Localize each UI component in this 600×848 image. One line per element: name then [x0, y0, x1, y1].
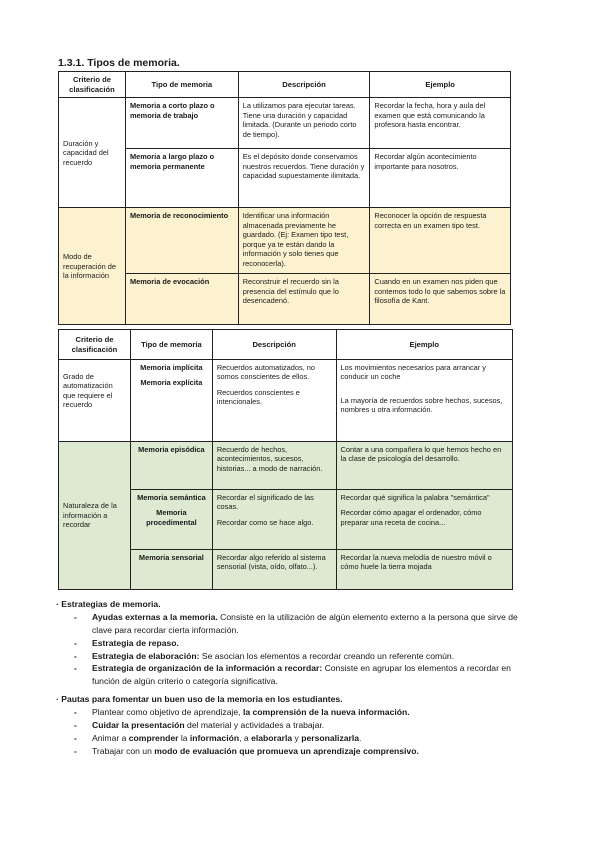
- description-procedural: Recordar como se hace algo.: [216, 517, 314, 527]
- description-implicit: Recuerdos automatizados, no somos conscientes de ellos.: [216, 363, 316, 382]
- table-row: [59, 208, 511, 274]
- type-cell: Memoria de evocación: [125, 274, 238, 325]
- header-criterion: Criterio de clasificación: [59, 330, 131, 360]
- type-cell: [130, 490, 212, 550]
- description-explicit: Recuerdos conscientes e intencionales.: [216, 387, 300, 407]
- list-item: - Plantear como objetivo de aprendizaje, la comprensión de la nueva información.: [74, 707, 410, 718]
- type-semantic: Memoria semántica: [137, 493, 206, 502]
- header-description: Descripción: [212, 330, 336, 360]
- example-semantic: Recordar qué significa la palabra "semántica": [340, 493, 490, 502]
- table-row: [59, 274, 511, 325]
- memory-types-table-2: [58, 329, 513, 590]
- header-example: Ejemplo: [370, 72, 511, 98]
- table-header-row: [59, 330, 513, 360]
- criterion-cell: Grado de automatización que requiere el recuerdo: [59, 360, 131, 442]
- table-row: [59, 98, 511, 149]
- table-row: [59, 360, 513, 442]
- example-cell: Cuando en un examen nos piden que contemos todo lo que sabemos sobre la filosofía de Kant.: [370, 274, 511, 325]
- section-title: 1.3.1. Tipos de memoria.: [58, 57, 180, 69]
- example-cell: Contar a una compañera lo que hemos hecho en la clase de psicología del desarrollo.: [336, 442, 512, 490]
- type-cell: Memoria de reconocimiento: [125, 208, 238, 274]
- example-cell: Recordar la fecha, hora y aula del examen que está comunicando la profesora hasta encontrar.: [370, 98, 511, 149]
- description-semantic: Recordar el significado de las cosas.: [216, 493, 314, 512]
- list-item: - Trabajar con un modo de evaluación que promueva un aprendizaje comprensivo.: [74, 745, 419, 756]
- type-cell: Memoria a largo plazo o memoria permanente: [125, 149, 238, 208]
- example-cell: [336, 490, 512, 550]
- description-cell: Identificar una información almacenada previamente he guardado. (Ej: Examen tipo test, porque ya te están dando la información y solo tienes que reconocerla).: [238, 208, 370, 274]
- example-cell: Reconocer la opción de respuesta correcta en un examen tipo test.: [370, 208, 511, 274]
- example-cell: Recordar algún acontecimiento importante para nosotros.: [370, 149, 511, 208]
- list-item: - Animar a comprender la información, a elaborarla y personalizarla.: [74, 732, 362, 743]
- header-criterion: Criterio de clasificación: [59, 72, 126, 98]
- example-cell: [336, 360, 512, 442]
- description-cell: Recuerdo de hechos, acontecimientos, sucesos, historias... a modo de narración.: [212, 442, 336, 490]
- description-cell: [212, 360, 336, 442]
- type-cell: Memoria a corto plazo o memoria de trabajo: [125, 98, 238, 149]
- description-cell: La utilizamos para ejecutar tareas. Tiene una duración y capacidad limitada. (Durante un periodo corto de tiempo).: [238, 98, 370, 149]
- strategies-heading: · Estrategias de memoria.: [56, 599, 161, 609]
- header-type: Tipo de memoria: [125, 72, 238, 98]
- list-item: - Estrategia de organización de la información a recordar: Consiste en agrupar los elementos a recordar en función de algún criterio o categoría significativa.: [74, 663, 511, 687]
- type-explicit: Memoria explícita: [140, 378, 203, 388]
- example-cell: Recordar la nueva melodía de nuestro móvil o cómo huele la tierra mojada: [336, 550, 512, 590]
- header-example: Ejemplo: [336, 330, 512, 360]
- list-item: - Estrategia de repaso.: [74, 637, 179, 648]
- table-row: [59, 149, 511, 208]
- criterion-cell: Naturaleza de la información a recordar: [59, 442, 131, 590]
- list-item: - Estrategia de elaboración: Se asocian los elementos a recordar creando un referente común.: [74, 650, 455, 661]
- example-procedural: Recordar cómo apagar el ordenador, cómo preparar una receta de cocina...: [340, 508, 482, 527]
- type-procedural: Memoria procedimental: [146, 508, 197, 527]
- list-item: - Ayudas externas a la memoria. Consiste en la utilización de algún elemento externo a la persona que sirve de clave para recordar cierta información.: [74, 611, 518, 635]
- description-cell: Recordar algo referido al sistema sensorial (vista, oído, olfato...).: [212, 550, 336, 590]
- type-cell: [130, 360, 212, 442]
- example-implicit: Los movimientos necesarios para arrancar y conducir un coche: [340, 363, 486, 382]
- description-cell: [212, 490, 336, 550]
- description-cell: Es el depósito donde conservamos nuestros recuerdos. Tiene duración y capacidad supuestamente ilimitada.: [238, 149, 370, 208]
- table-header-row: [59, 72, 511, 98]
- notes-section: [56, 598, 536, 758]
- table-row: [59, 442, 513, 490]
- description-cell: Reconstruir el recuerdo sin la presencia del estímulo que lo desencadenó.: [238, 274, 370, 325]
- memory-types-table-1: [58, 71, 511, 325]
- header-type: Tipo de memoria: [130, 330, 212, 360]
- type-cell: Memoria sensorial: [130, 550, 212, 590]
- type-cell: Memoria episódica: [130, 442, 212, 490]
- list-item: - Cuidar la presentación del material y actividades a trabajar.: [74, 720, 325, 731]
- header-description: Descripción: [238, 72, 370, 98]
- criterion-cell: Modo de recuperación de la información: [59, 208, 126, 325]
- guidelines-heading: · Pautas para fomentar un buen uso de la memoria en los estudiantes.: [56, 694, 343, 705]
- example-explicit: La mayoría de recuerdos sobre hechos, sucesos, nombres u otra información.: [340, 395, 503, 415]
- type-implicit: Memoria implícita: [140, 363, 203, 372]
- criterion-cell: Duración y capacidad del recuerdo: [59, 98, 126, 208]
